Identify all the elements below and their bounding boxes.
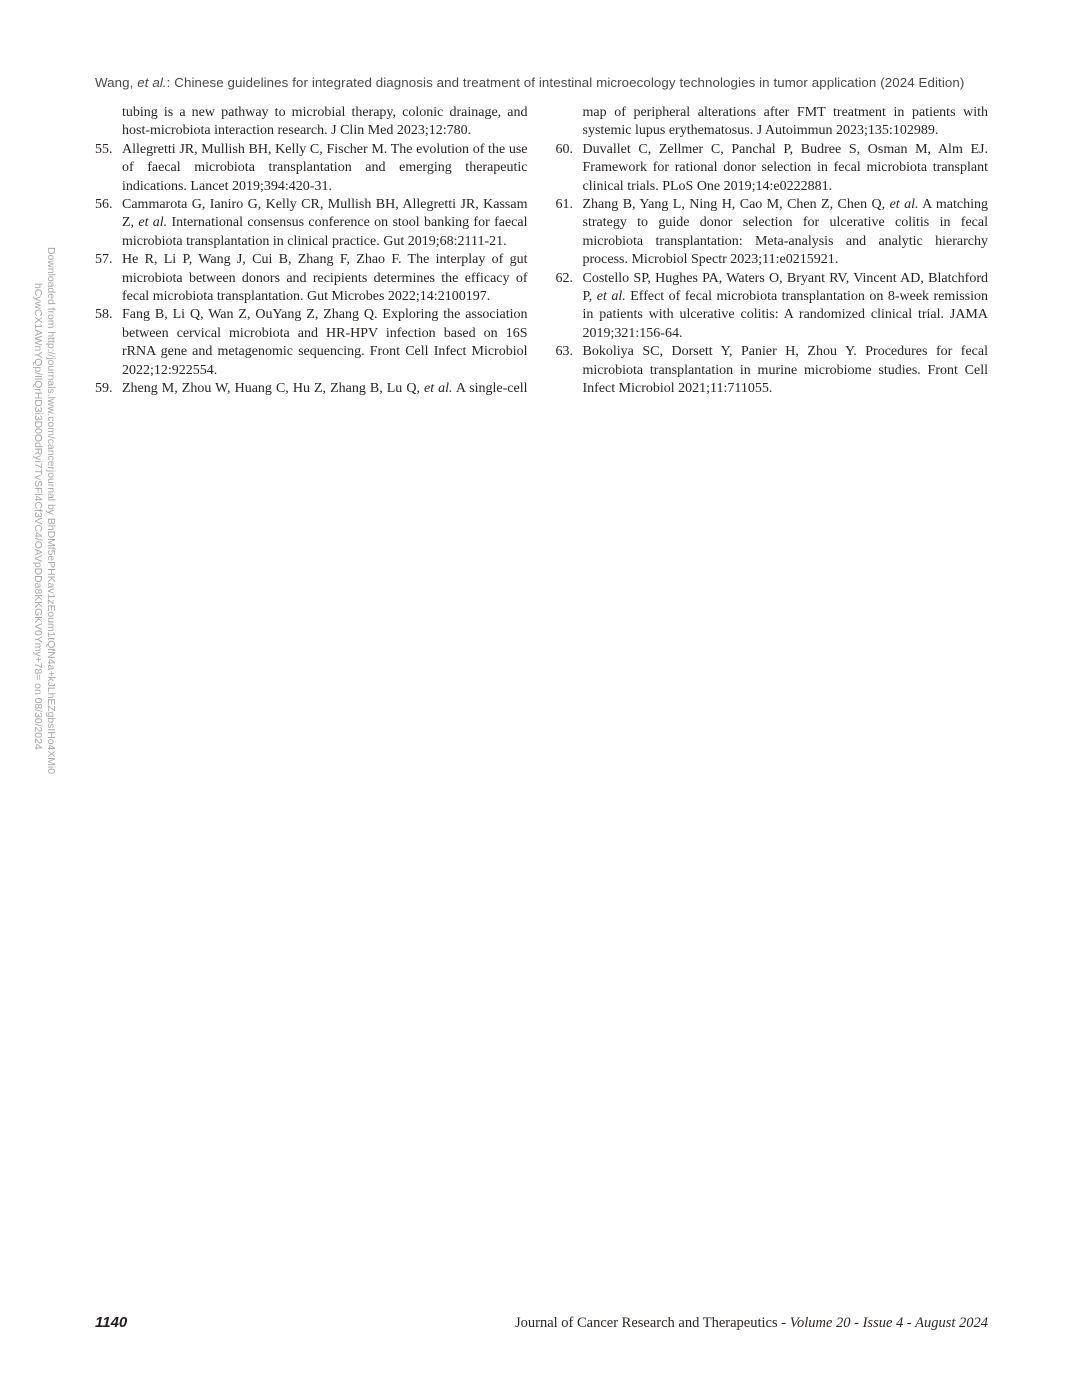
watermark-line-2: hCywCX1AWnYQp/IlQrHD3i3D0OdRyi7TvSFl4Cf3VC4/OAVpDDa8KKGKV0Ymy+78= on 08/30/2024 bbox=[32, 283, 44, 750]
reference-text: Costello SP, Hughes PA, Waters O, Bryant RV, Vincent AD, Blatchford P, et al. Effect of fecal microbiota transplantation on 8-week remission in patients with ulcerative colitis: A randomized clinical trial. JAMA 2019;321:156-64. bbox=[582, 270, 988, 341]
running-head: Wang, et al.: Chinese guidelines for integrated diagnosis and treatment of intestinal microecology technologies in tumor application (2024 Edition) bbox=[95, 75, 965, 90]
reference-number: 63. bbox=[555, 344, 573, 360]
reference-text: map of peripheral alterations after FMT treatment in patients with systemic lupus erythematosus. J Autoimmun 2023;135:102989. bbox=[582, 105, 988, 139]
reference-item-58 bbox=[95, 306, 528, 380]
reference-item-55 bbox=[95, 141, 528, 196]
reference-text: Duvallet C, Zellmer C, Panchal P, Budree S, Osman M, Alm EJ. Framework for rational donor selection in fecal microbiota transplant clinical trials. PLoS One 2019;14:e0222881. bbox=[582, 141, 988, 194]
reference-text: Cammarota G, Ianiro G, Kelly CR, Mullish BH, Allegretti JR, Kassam Z, et al. International consensus conference on stool banking for faecal microbiota transplantation in clinical practice. Gut 2019;68:2111-21. bbox=[122, 197, 528, 249]
page-number: 1140 bbox=[95, 1314, 128, 1331]
journal-citation bbox=[515, 1315, 988, 1332]
references-column-right bbox=[556, 104, 989, 399]
reference-item-56 bbox=[95, 196, 528, 251]
reference-item-62 bbox=[556, 270, 989, 344]
reference-text: He R, Li P, Wang J, Cui B, Zhang F, Zhao F. The interplay of gut microbiota between donors and recipients determines the efficacy of fecal microbiota transplantation. Gut Microbes 2022;14:2100197. bbox=[122, 252, 528, 305]
reference-continuation bbox=[556, 104, 989, 141]
reference-item-61 bbox=[556, 196, 989, 270]
footer-separator: - bbox=[777, 1315, 790, 1331]
page-footer bbox=[95, 1314, 988, 1332]
reference-number: 61. bbox=[555, 197, 573, 213]
reference-number bbox=[95, 104, 122, 141]
reference-text: Bokoliya SC, Dorsett Y, Panier H, Zhou Y. Procedures for fecal microbiota transplantation in murine microbiome studies. Front Cell Infect Microbiol 2021;11:711055. bbox=[582, 344, 988, 397]
reference-number: 59. bbox=[95, 381, 113, 397]
references-section bbox=[95, 104, 988, 399]
reference-text: Zheng M, Zhou W, Huang C, Hu Z, Zhang B, Lu Q, et al. A single-cell bbox=[122, 381, 528, 397]
reference-item-59 bbox=[95, 380, 528, 398]
download-watermark bbox=[31, 247, 56, 887]
references-column-left bbox=[95, 104, 528, 399]
reference-number: 56. bbox=[95, 197, 113, 213]
reference-number: 58. bbox=[95, 307, 113, 323]
reference-continuation bbox=[95, 104, 528, 141]
reference-number: 57. bbox=[95, 252, 113, 268]
reference-item-60 bbox=[556, 141, 989, 196]
reference-text: Zhang B, Yang L, Ning H, Cao M, Chen Z, Chen Q, et al. A matching strategy to guide donor selection for ulcerative colitis in fecal microbiota transplantation: Meta-analysis and analytic hierarchy process. Microbiol Spectr 2023;11:e0215921. bbox=[582, 197, 988, 268]
reference-number: 60. bbox=[555, 141, 573, 157]
reference-text: Fang B, Li Q, Wan Z, OuYang Z, Zhang Q. Exploring the association between cervical microbiota and HR-HPV infection based on 16S rRNA gene and metagenomic sequencing. Front Cell Infect Microbiol 2022;12:922554. bbox=[122, 307, 528, 378]
watermark-line-1: Downloaded from http://journals.lww.com/cancerjournal by BhDMf5ePHKav1zEoum1tQfN4a+kJLhEZgbsIHo4XMi0 bbox=[45, 247, 56, 774]
reference-number: 55. bbox=[95, 141, 113, 157]
reference-item-63 bbox=[556, 343, 989, 398]
reference-item-57 bbox=[95, 251, 528, 306]
reference-text: Allegretti JR, Mullish BH, Kelly C, Fischer M. The evolution of the use of faecal microbiota transplantation and emerging therapeutic indications. Lancet 2019;394:420-31. bbox=[122, 141, 528, 194]
reference-text: tubing is a new pathway to microbial therapy, colonic drainage, and host-microbiota interaction research. J Clin Med 2023;12:780. bbox=[122, 105, 528, 139]
reference-number bbox=[556, 104, 583, 141]
reference-number: 62. bbox=[555, 270, 573, 286]
issue-info: Volume 20 - Issue 4 - August 2024 bbox=[789, 1315, 988, 1331]
journal-name: Journal of Cancer Research and Therapeutics bbox=[514, 1315, 778, 1331]
